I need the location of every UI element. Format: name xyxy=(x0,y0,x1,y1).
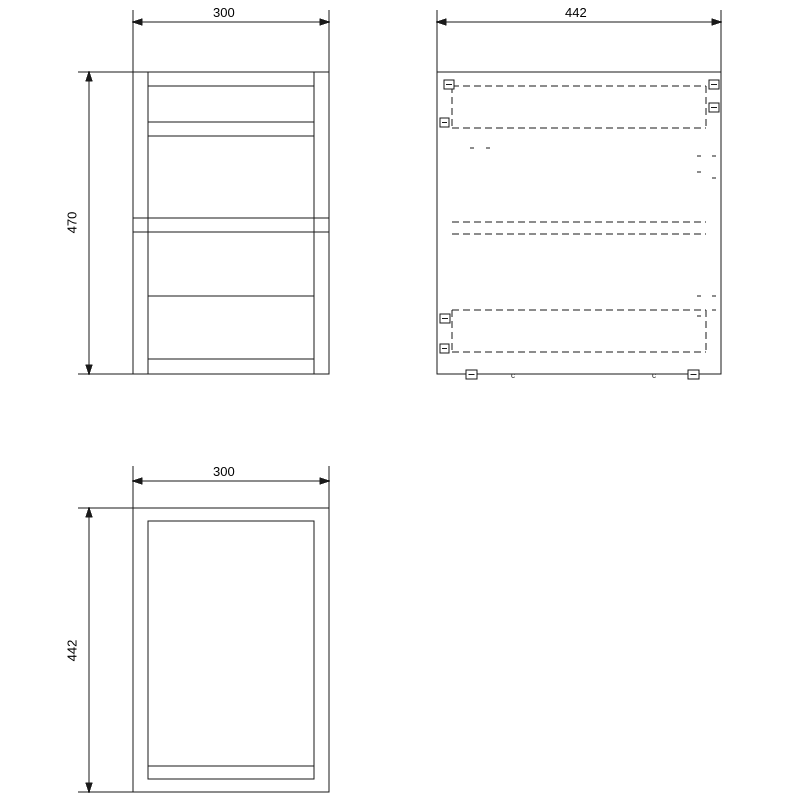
plan-view-geometry xyxy=(133,508,329,792)
svg-text:c: c xyxy=(511,371,515,380)
plan-depth-dimension xyxy=(78,508,133,792)
front-view-geometry xyxy=(133,72,329,374)
svg-text:c: c xyxy=(652,371,656,380)
side-width-dimension-label: 442 xyxy=(565,5,587,20)
side-view-geometry xyxy=(437,72,721,380)
front-height-dimension xyxy=(78,72,133,374)
plan-width-dimension-label: 300 xyxy=(213,464,235,479)
plan-depth-dimension-label: 442 xyxy=(64,639,80,662)
front-width-dimension-label: 300 xyxy=(213,5,235,20)
front-height-dimension-label: 470 xyxy=(64,211,80,234)
